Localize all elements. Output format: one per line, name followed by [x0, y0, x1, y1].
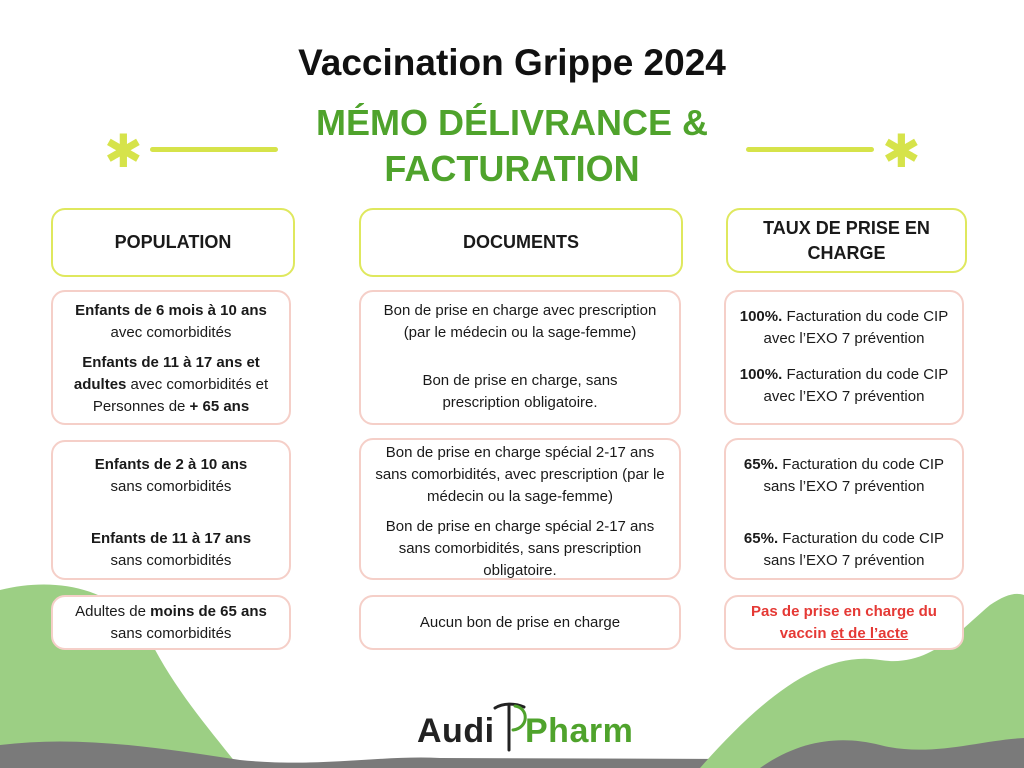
- row1-taux: [724, 290, 964, 425]
- asterisk-left-icon: ✱: [104, 125, 143, 177]
- header-population: [51, 208, 295, 277]
- row3-pop: [53, 601, 289, 645]
- row2-taux-b-bold: 65%.: [743, 530, 779, 547]
- divider-left: [150, 147, 278, 152]
- row1-doc-b: Bon de prise en charge, sans prescription obligatoire.: [422, 372, 618, 411]
- row1-pop-b-rest: avec comorbidités et Personnes de: [92, 376, 269, 415]
- row2-taux-a-bold: 65%.: [743, 456, 779, 473]
- row2-taux-a: [726, 454, 962, 498]
- row2-population: [51, 440, 291, 580]
- row1-doc-a: Bon de prise en charge avec prescription (par le médecin ou la sage-femme): [383, 302, 657, 341]
- row1-taux-b-rest: Facturation du code CIP avec l’EXO 7 prévention: [763, 366, 949, 405]
- row3-doc: Aucun bon de prise en charge: [419, 614, 621, 631]
- row2-doc-b: Bon de prise en charge spécial 2-17 ans sans comorbidités, sans prescription obligatoire.: [385, 518, 655, 579]
- row1-taux-a: [726, 306, 962, 350]
- row3-taux: [724, 595, 964, 650]
- row1-taux-a-rest: Facturation du code CIP avec l’EXO 7 prévention: [763, 308, 949, 347]
- row1-documents: [359, 290, 681, 425]
- row3-taux: [726, 601, 962, 645]
- row2-doc-a: Bon de prise en charge spécial 2-17 ans sans comorbidités, avec prescription (par le médecin ou la sage-femme): [375, 444, 665, 505]
- logo-text-audi: Audi: [417, 712, 495, 750]
- row3-taux-pre: Pas de prise en charge du vaccin: [751, 603, 937, 642]
- header-taux: [726, 208, 967, 273]
- logo-text-pharm: Pharm: [525, 712, 634, 750]
- asterisk-right-icon: ✱: [882, 125, 921, 177]
- header-taux-label: TAUX DE PRISE EN CHARGE: [763, 217, 930, 263]
- row2-pop-a-rest: sans comorbidités: [110, 478, 232, 495]
- logo-t-mark-icon: [491, 700, 527, 756]
- auditpharm-logo: [415, 698, 634, 758]
- row2-pop-b: [53, 528, 289, 572]
- row1-pop-b: [53, 352, 289, 418]
- row1-population: [51, 290, 291, 425]
- row1-taux-a-bold: 100%.: [739, 308, 783, 325]
- divider-right: [746, 147, 874, 152]
- row1-pop-b-bold2: + 65 ans: [189, 398, 250, 415]
- page-title: Vaccination Grippe 2024: [298, 42, 726, 83]
- row2-pop-a-bold: Enfants de 2 à 10 ans: [94, 456, 248, 473]
- row2-pop-b-rest: sans comorbidités: [110, 552, 232, 569]
- row2-taux-b: [726, 528, 962, 572]
- header-documents: [359, 208, 683, 277]
- row2-taux: [724, 438, 964, 580]
- row1-pop-a: [53, 300, 289, 344]
- row1-pop-b-bold: Enfants de 11 à 17 ans et adultes: [73, 354, 260, 393]
- row3-pop-pre: Adultes de: [75, 603, 151, 620]
- row1-taux-b-bold: 100%.: [739, 366, 783, 383]
- row2-pop-b-bold: Enfants de 11 à 17 ans: [90, 530, 252, 547]
- row1-pop-a-rest: avec comorbidités: [110, 324, 232, 341]
- row1-taux-b: [726, 364, 962, 408]
- row3-pop-bold: moins de 65 ans: [150, 603, 267, 620]
- header-documents-label: DOCUMENTS: [463, 232, 579, 252]
- row2-taux-b-rest: Facturation du code CIP sans l’EXO 7 prévention: [763, 530, 945, 569]
- row3-documents: [359, 595, 681, 650]
- row2-pop-a: [53, 454, 289, 498]
- row1-pop-a-bold: Enfants de 6 mois à 10 ans: [75, 302, 267, 319]
- row2-documents: [359, 438, 681, 580]
- row3-taux-underline: et de l’acte: [830, 625, 909, 642]
- page-subtitle: MÉMO DÉLIVRANCE & FACTURATION: [315, 102, 708, 189]
- row3-pop-rest: sans comorbidités: [110, 625, 232, 642]
- row3-population: [51, 595, 291, 650]
- header-population-label: POPULATION: [114, 232, 232, 252]
- row2-taux-a-rest: Facturation du code CIP sans l’EXO 7 prévention: [763, 456, 945, 495]
